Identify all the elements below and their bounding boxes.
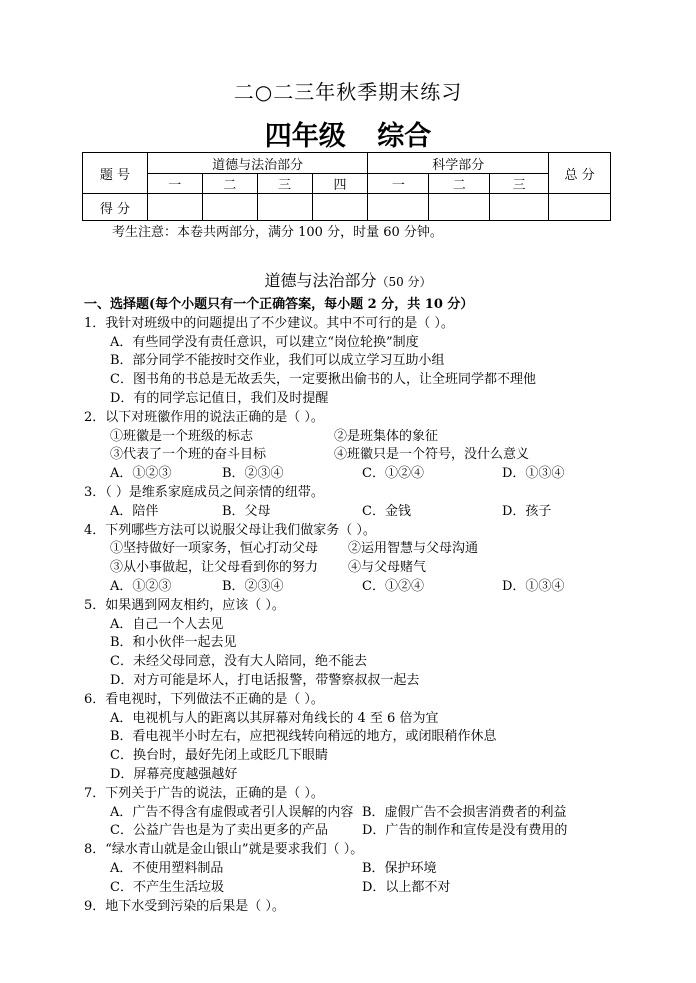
question-8-option-c: C．不产生生活垃圾 — [110, 879, 224, 895]
question-6-option-a: A．电视机与人的距离以其屏幕对角线长的 4 至 6 倍为宜 — [110, 710, 439, 726]
question-8-option-b: B．保护环境 — [362, 860, 437, 876]
question-5-option-a: A．自己一个人去见 — [110, 616, 224, 632]
question-2-option-c: C．①②④ — [362, 466, 424, 482]
question-7-options-row — [84, 804, 644, 823]
question-8-option-d: D．以上都不对 — [362, 879, 451, 895]
question-3-stem: 3．（ ）是维系家庭成员之间亲情的纽带。 — [84, 484, 324, 500]
question-4-option-c: C．①②④ — [362, 578, 424, 594]
question-number-header: 题 号 — [83, 153, 148, 194]
score-row-label: 得 分 — [83, 194, 148, 221]
section-heading — [0, 268, 696, 291]
question-5-option-b: B．和小伙伴一起去见 — [110, 635, 237, 651]
question-7-option-d: D．广告的制作和宣传是没有费用的 — [362, 823, 568, 839]
question-7-option-c: C．公益广告也是为了卖出更多的产品 — [110, 823, 328, 839]
question-4-statement-2: ②运用智慧与父母沟通 — [348, 541, 479, 557]
question-7-option-a: A．广告不得含有虚假或者引人误解的内容 — [110, 804, 354, 820]
question-3-options-row — [84, 503, 644, 522]
question-1-stem: 1．我针对班级中的问题提出了不少建议。其中不可行的是（ ）。 — [84, 315, 454, 331]
question-8-options-row — [84, 860, 644, 879]
question-2-stem: 2．以下对班徽作用的说法正确的是（ ）。 — [84, 409, 324, 425]
score-table — [82, 152, 611, 221]
question-2-statement-4: ④班徽只是一个符号，没什么意义 — [334, 447, 530, 463]
morality-part-4: 四 — [312, 174, 368, 194]
question-2-options-row — [84, 465, 644, 484]
question-2-statements-row — [84, 428, 644, 447]
question-4-statement-3: ③从小事做起，让父母看到你的努力 — [110, 560, 319, 576]
grade-subject-title: 四年级 综合 — [264, 121, 432, 152]
question-2-option-a: A．①②③ — [110, 466, 172, 482]
question-5-stem: 5．如果遇到网友相约，应该（ ）。 — [84, 597, 285, 613]
total-score-header: 总 分 — [549, 153, 611, 194]
question-2-statement-2: ②是班集体的象征 — [334, 428, 439, 444]
question-2-statements-row — [84, 446, 644, 465]
part1-heading: 一、选择题(每个小题只有一个正确答案，每小题 2 分，共 10 分） — [84, 297, 474, 312]
question-list — [84, 296, 644, 916]
question-1-option-a: A．有些同学没有责任意识，可以建立“岗位轮换”制度 — [110, 334, 419, 350]
score-cell[interactable] — [312, 194, 368, 221]
question-6-option-c: C．换台时，最好先闭上或眨几下眼睛 — [110, 748, 328, 764]
science-part-3: 三 — [490, 174, 549, 194]
question-3-option-d: D．孩子 — [502, 503, 552, 519]
question-4-statements-row — [84, 540, 644, 559]
question-2-statement-3: ③代表了一个班的奋斗目标 — [110, 447, 267, 463]
exam-notice: 考生注意：本卷共两部分，满分 100 分，时量 60 分钟。 — [112, 225, 443, 240]
question-3-option-c: C．金钱 — [362, 503, 411, 519]
question-4-statements-row — [84, 559, 644, 578]
science-part-1: 一 — [368, 174, 429, 194]
score-cell[interactable] — [368, 194, 429, 221]
question-7-options-row — [84, 822, 644, 841]
exam-title: 二○二三年秋季期末练习 — [233, 80, 463, 104]
question-9-stem: 9．地下水受到污染的后果是（ ）。 — [84, 898, 285, 914]
score-cell[interactable] — [147, 194, 202, 221]
score-cell[interactable] — [257, 194, 312, 221]
question-3-option-a: A．陪伴 — [110, 503, 159, 519]
question-8-stem: 8．“绿水青山就是金山银山”就是要求我们（ ）。 — [84, 842, 364, 858]
question-7-option-b: B．虚假广告不会损害消费者的利益 — [362, 804, 567, 820]
score-cell[interactable] — [429, 194, 490, 221]
question-2-statement-1: ①班徽是一个班级的标志 — [110, 428, 254, 444]
score-cell[interactable] — [490, 194, 549, 221]
section-title: 道德与法治部分 — [264, 271, 377, 290]
question-8-options-row — [84, 879, 644, 898]
question-5-option-d: D．对方可能是坏人，打电话报警，带警察叔叔一起去 — [110, 672, 420, 688]
morality-part-3: 三 — [257, 174, 312, 194]
morality-part-2: 二 — [202, 174, 257, 194]
question-4-option-b: B．②③④ — [222, 578, 284, 594]
science-part-header: 科学部分 — [368, 153, 549, 174]
question-1-option-c: C．图书角的书总是无故丢失，一定要揪出偷书的人，让全班同学都不理他 — [110, 372, 536, 388]
question-4-option-a: A．①②③ — [110, 578, 172, 594]
total-score-cell[interactable] — [549, 194, 611, 221]
question-2-option-d: D．①③④ — [502, 466, 565, 482]
question-6-option-d: D．屏幕亮度越强越好 — [110, 766, 238, 782]
question-6-option-b: B．看电视半小时左右，应把视线转向稍远的地方，或闭眼稍作休息 — [110, 729, 497, 745]
science-part-2: 二 — [429, 174, 490, 194]
question-4-statement-4: ④与父母赌气 — [348, 560, 427, 576]
question-6-stem: 6．看电视时，下列做法不正确的是（ ）。 — [84, 691, 324, 707]
question-8-option-a: A．不使用塑料制品 — [110, 860, 224, 876]
question-2-option-b: B．②③④ — [222, 466, 284, 482]
morality-part-header: 道德与法治部分 — [147, 153, 368, 174]
score-cell[interactable] — [202, 194, 257, 221]
question-4-options-row — [84, 578, 644, 597]
question-1-option-b: B．部分同学不能按时交作业，我们可以成立学习互助小组 — [110, 353, 445, 369]
morality-part-1: 一 — [147, 174, 202, 194]
question-5-option-c: C．未经父母同意，没有大人陪同，绝不能去 — [110, 654, 367, 670]
question-7-stem: 7．下列关于广告的说法，正确的是（ ）。 — [84, 785, 324, 801]
question-4-statement-1: ①坚持做好一项家务，恒心打动父母 — [110, 541, 319, 557]
section-points: （50 分） — [376, 275, 432, 289]
question-4-stem: 4．下列哪些方法可以说服父母让我们做家务（ ）。 — [84, 522, 376, 538]
question-1-option-d: D．有的同学忘记值日，我们及时提醒 — [110, 390, 329, 406]
question-3-option-b: B．父母 — [222, 503, 271, 519]
question-4-option-d: D．①③④ — [502, 578, 565, 594]
